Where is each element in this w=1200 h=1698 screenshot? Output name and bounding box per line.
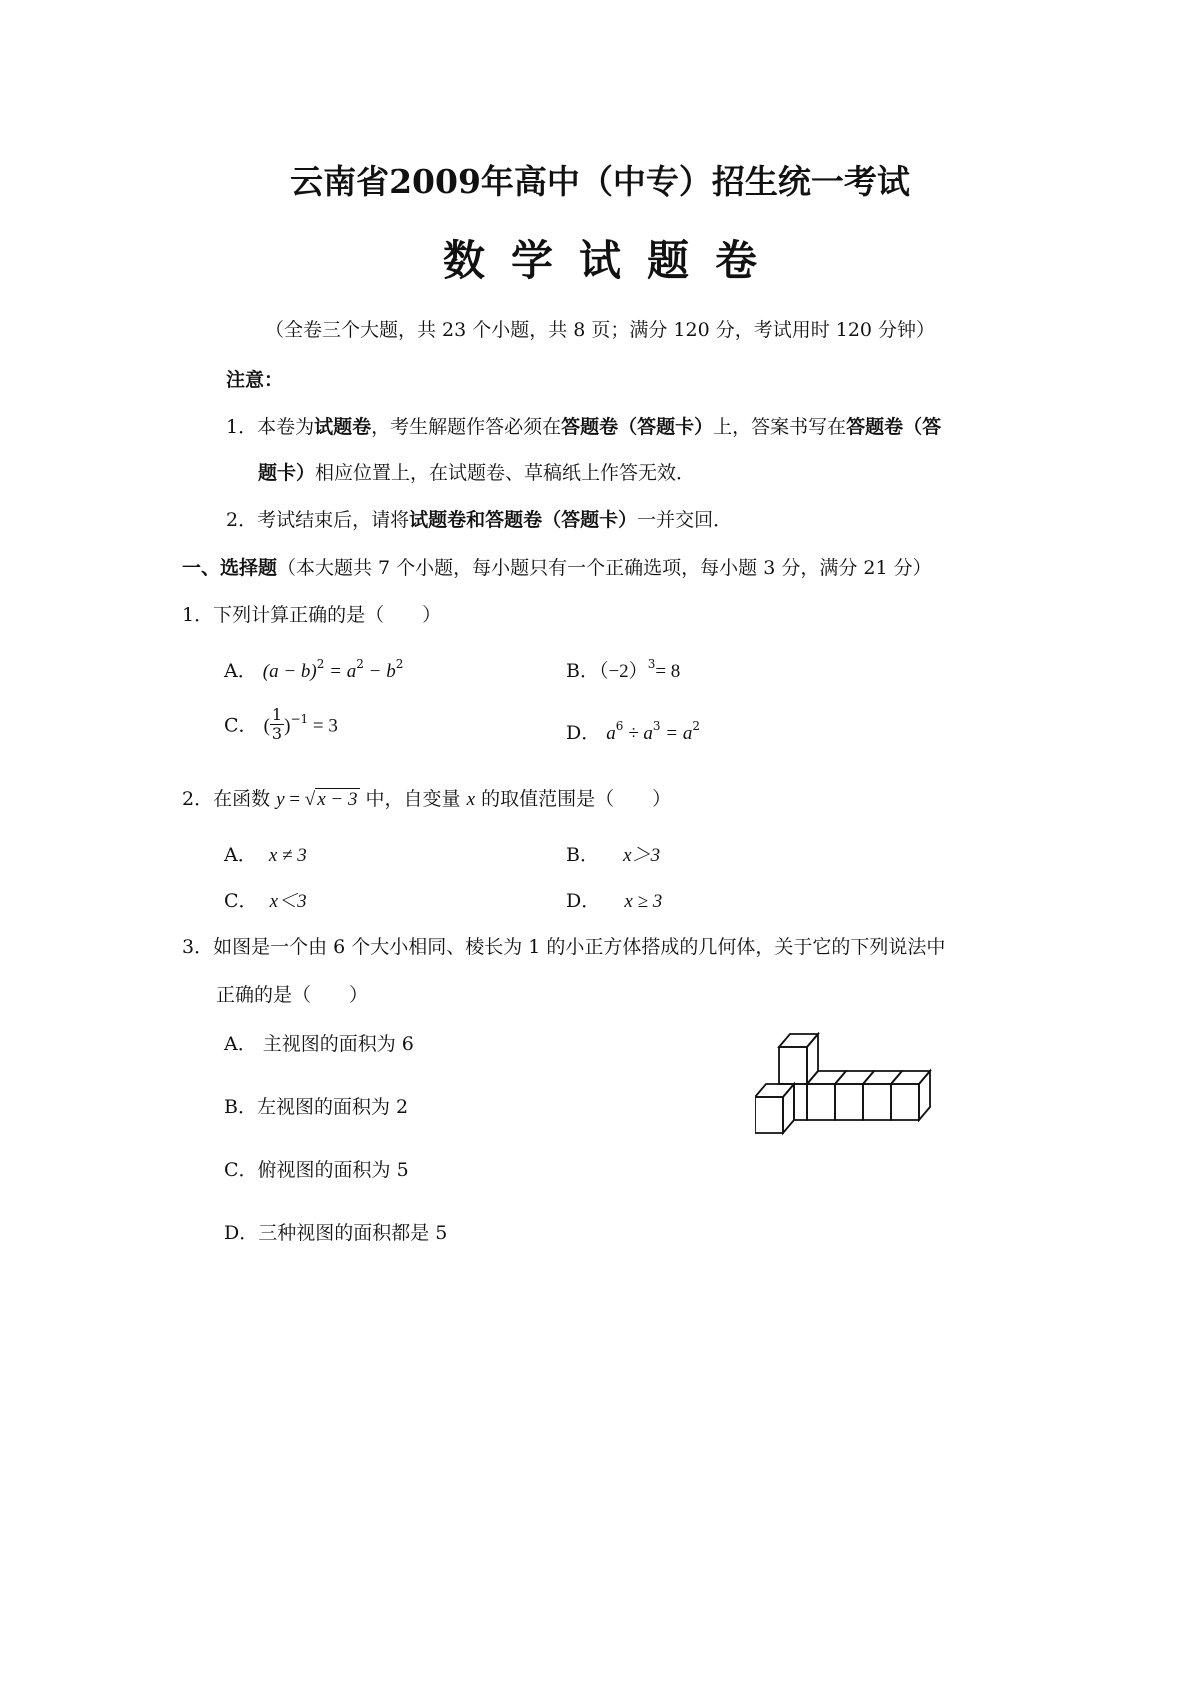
q1-c-label: C． <box>224 714 258 737</box>
section-1-heading-bold: 一、选择题 <box>182 557 278 579</box>
q2-radicand: x − 3 <box>317 789 358 810</box>
q2-c-label: C． <box>224 890 258 912</box>
cube-front <box>755 1084 794 1133</box>
q2-d-expr: x ≥ 3 <box>624 891 663 912</box>
q3-option-c: C．俯视图的面积为 5 <box>224 1159 409 1181</box>
note-2-bold: 试题卷和答题卷（答题卡） <box>409 509 638 531</box>
q2-stem-pre: 2．在函数 <box>182 788 277 810</box>
q1-d-div: ÷ a <box>623 723 653 744</box>
q3-stem-line-1: 3．如图是一个由 6 个大小相同、棱长为 1 的小正方体搭成的几何体，关于它的下列说法中 <box>182 936 946 958</box>
note-1-bold-3: 答题卷（答 <box>846 416 942 438</box>
q1-c-numerator: 1 <box>271 705 283 724</box>
q2-stem-post: 的取值范围是（ ） <box>475 788 672 810</box>
q2-stem-eq: = <box>284 789 305 810</box>
notes-heading: 注意： <box>226 369 284 391</box>
q3-option-a: A． 主视图的面积为 6 <box>224 1033 414 1055</box>
note-1-line-1 <box>226 412 941 439</box>
q1-a-exp: 2 <box>316 657 325 671</box>
q1-option-a <box>224 656 403 683</box>
q1-a-exp3: 2 <box>395 657 404 671</box>
q1-d-a: a <box>606 723 616 744</box>
q1-a-tail: − b <box>363 661 396 682</box>
note-1-prefix: 1．本卷为 <box>226 416 315 438</box>
note-2-prefix: 2．考试结束后，请将 <box>226 509 410 531</box>
note-1-mid-2: 上，答案书写在 <box>713 416 847 438</box>
q1-a-expr: (a − b) <box>262 661 317 682</box>
q1-option-b <box>566 656 680 683</box>
q1-stem: 1．下列计算正确的是（ ） <box>182 604 442 626</box>
q2-option-d <box>566 886 662 913</box>
q2-b-label: B． <box>566 844 599 866</box>
q1-a-eq: = a <box>324 661 357 682</box>
q1-c-denominator: 3 <box>271 724 283 743</box>
q1-a-exp2: 2 <box>356 657 364 671</box>
q1-d-exp1: 6 <box>615 719 624 733</box>
q1-b-label: B． <box>566 660 599 682</box>
q2-option-c <box>224 886 307 913</box>
q2-a-label: A． <box>224 844 257 866</box>
q2-sqrt-sign: √ <box>304 789 316 810</box>
q1-c-tail: = 3 <box>308 715 338 737</box>
q1-b-tail: = 8 <box>655 661 681 682</box>
cubes-figure <box>755 1032 945 1137</box>
note-1-line-2-rest: 相应位置上，在试题卷、草稿纸上作答无效． <box>315 462 696 484</box>
q1-d-exp3: 2 <box>692 719 700 733</box>
note-1-mid-1: ，考生解题作答必须在 <box>371 416 562 438</box>
q3-stem-line-2: 正确的是（ ） <box>216 984 369 1006</box>
q1-c-open: ( <box>263 715 270 737</box>
note-1-line-2-bold: 题卡） <box>258 462 316 484</box>
q1-option-c <box>224 705 338 745</box>
q1-a-label: A． <box>224 660 257 682</box>
q1-c-close: ) <box>284 715 291 737</box>
q1-d-eq: = a <box>660 723 693 744</box>
q1-d-exp2: 3 <box>652 719 661 733</box>
q1-c-fraction <box>270 706 284 743</box>
q2-b-expr: x＞3 <box>623 845 661 866</box>
paper-subtitle: 数学试题卷 <box>442 236 783 285</box>
q2-c-expr: x＜3 <box>269 891 307 912</box>
cube-top-stack <box>779 1034 818 1084</box>
q3-option-d: D．三种视图的面积都是 5 <box>224 1222 448 1244</box>
section-1-heading <box>182 553 932 580</box>
q2-stem-x: x <box>466 789 476 810</box>
note-1-line-2 <box>258 458 695 485</box>
cube-row-back <box>807 1071 930 1120</box>
exam-title: 云南省2009年高中（中专）招生统一考试 <box>290 162 910 201</box>
q1-d-label: D． <box>566 722 601 744</box>
q2-d-label: D． <box>566 890 601 912</box>
section-1-heading-rest: （本大题共 7 个小题，每小题只有一个正确选项，每小题 3 分，满分 21 分） <box>277 557 932 579</box>
q2-stem-y: y <box>276 789 285 810</box>
q2-option-a <box>224 840 307 867</box>
q2-a-expr: x ≠ 3 <box>268 845 307 866</box>
q1-b-expr: （−2） <box>598 661 648 682</box>
q1-b-exp: 3 <box>647 657 656 671</box>
exam-info: （全卷三个大题，共 23 个小题，共 8 页；满分 120 分，考试用时 120 分钟） <box>264 319 936 341</box>
q3-option-b: B．左视图的面积为 2 <box>224 1096 409 1118</box>
note-2-rest: 一并交回． <box>637 509 733 531</box>
note-1-bold-2: 答题卷（答题卡） <box>561 416 714 438</box>
q2-stem <box>182 784 671 811</box>
q1-option-d <box>566 718 700 745</box>
q1-c-exp: −1 <box>290 711 309 726</box>
note-1-bold-1: 试题卷 <box>314 416 372 438</box>
q2-stem-mid: 中，自变量 <box>359 788 467 810</box>
q2-option-b <box>566 840 660 867</box>
note-2 <box>226 505 732 532</box>
